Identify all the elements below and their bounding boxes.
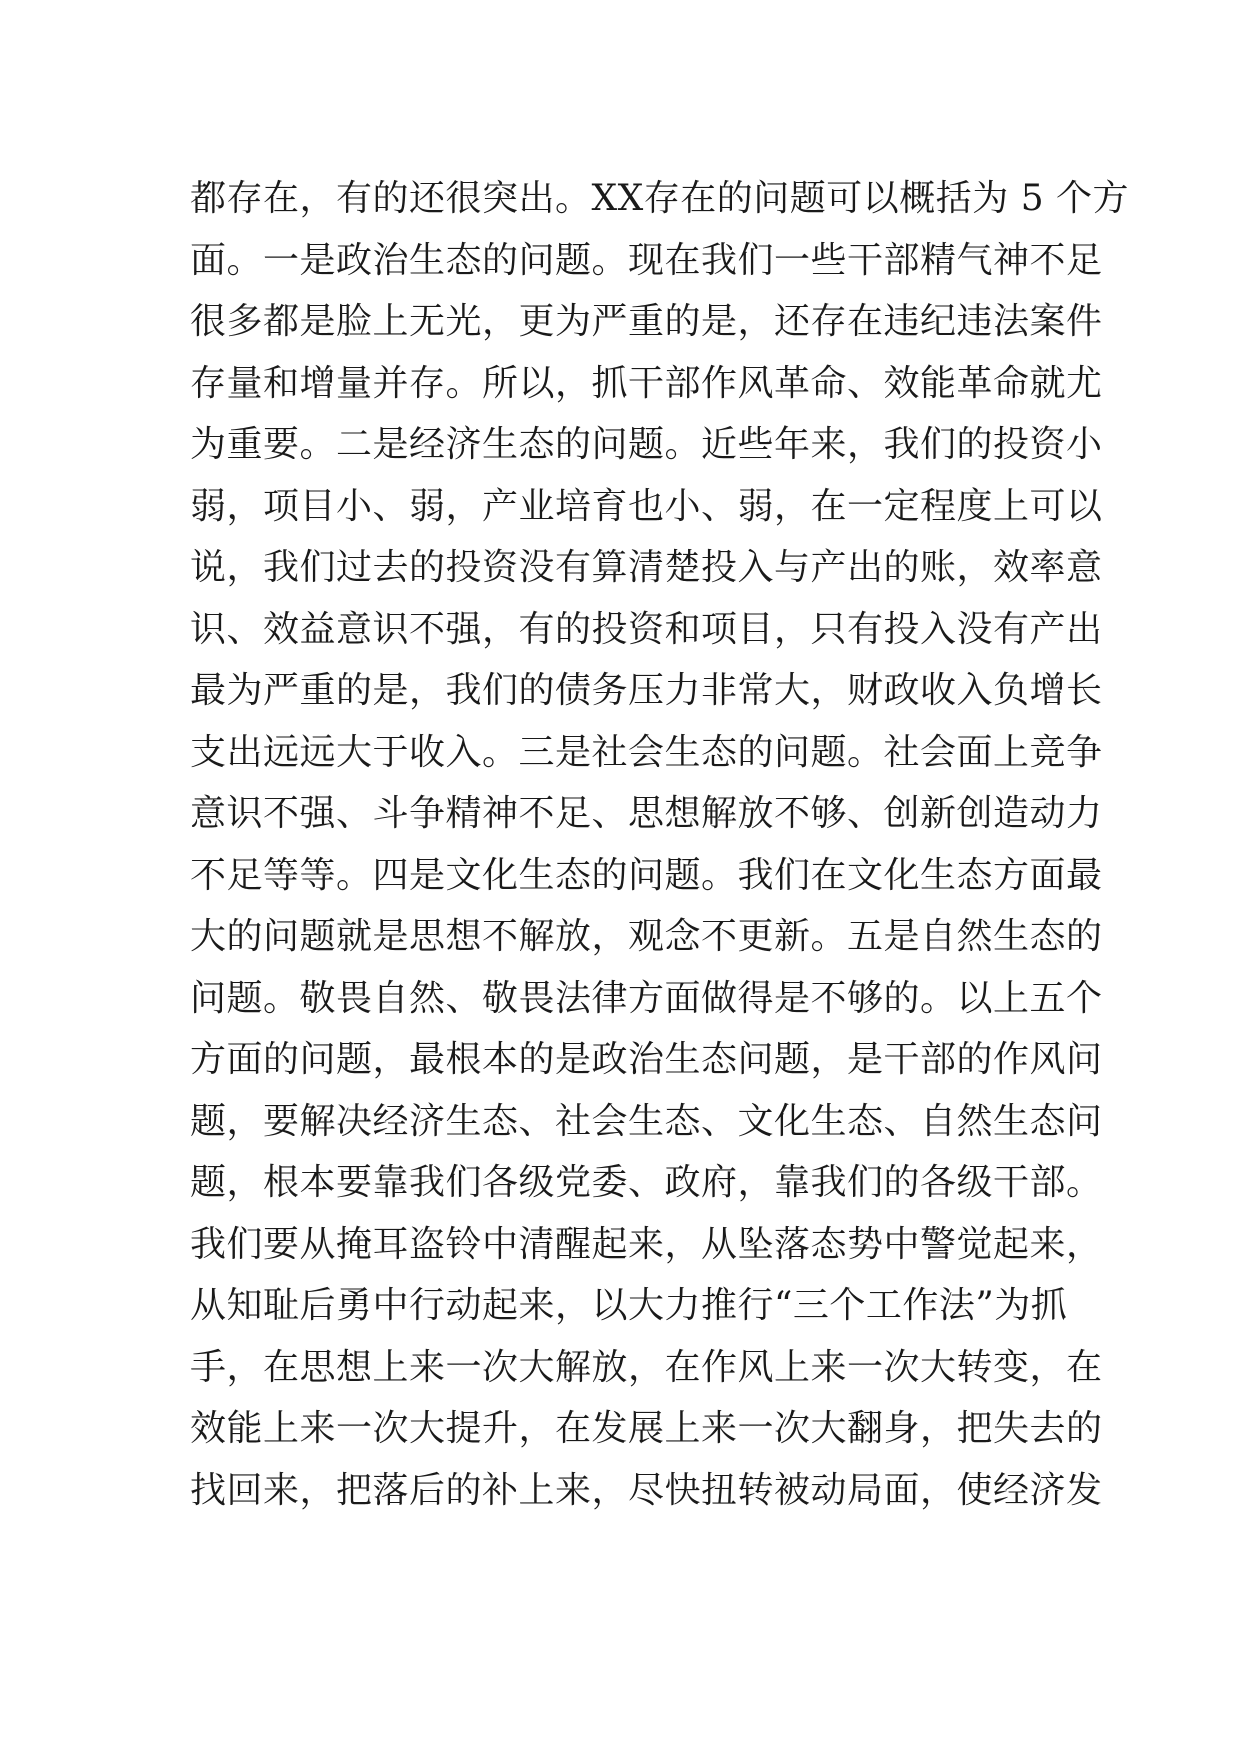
text-line: 找回来，把落后的补上来，尽快扭转被动局面，使经济发: [190, 1469, 1103, 1511]
text-line: 很多都是脸上无光，更为严重的是，还存在违纪违法案件: [190, 301, 1103, 342]
text-line: 为重要。二是经济生态的问题。近些年来，我们的投资小: [190, 424, 1103, 465]
text-line: 题，根本要靠我们各级党委、政府，靠我们的各级干部。: [190, 1162, 1103, 1203]
text-line: 问题。敬畏自然、敬畏法律方面做得是不够的。以上五个: [190, 977, 1103, 1019]
text-line: 我们要从掩耳盗铃中清醒起来，从坠落态势中警觉起来，: [190, 1223, 1103, 1265]
text-line: 识、效益意识不强，有的投资和项目，只有投入没有产出: [190, 608, 1103, 650]
text-line: 支出远远大于收入。三是社会生态的问题。社会面上竞争: [190, 731, 1103, 773]
text-line: 都存在，有的还很突出。XX存在的问题可以概括为 5 个方: [190, 178, 1130, 219]
text-line: 题，要解决经济生态、社会生态、文化生态、自然生态问: [190, 1100, 1103, 1142]
text-line: 效能上来一次大提升，在发展上来一次大翻身，把失去的: [190, 1408, 1103, 1449]
text-line: 意识不强、斗争精神不足、思想解放不够、创新创造动力: [190, 793, 1103, 834]
text-line: 从知耻后勇中行动起来，以大力推行“三个工作法”为抓: [190, 1285, 1068, 1326]
text-line: 大的问题就是思想不解放，观念不更新。五是自然生态的: [190, 916, 1103, 957]
text-line: 存量和增量并存。所以，抓干部作风革命、效能革命就尤: [190, 362, 1103, 404]
text-line: 面。一是政治生态的问题。现在我们一些干部精气神不足: [190, 239, 1103, 281]
body-text: [190, 168, 1130, 1521]
text-line: 最为严重的是，我们的债务压力非常大，财政收入负增长: [190, 670, 1103, 711]
text-line: 说，我们过去的投资没有算清楚投入与产出的账，效率意: [190, 547, 1103, 588]
text-line: 不足等等。四是文化生态的问题。我们在文化生态方面最: [190, 854, 1103, 896]
text-line: 方面的问题，最根本的是政治生态问题，是干部的作风问: [190, 1039, 1103, 1080]
text-line: 弱，项目小、弱，产业培育也小、弱，在一定程度上可以: [190, 485, 1103, 527]
text-line: 手，在思想上来一次大解放，在作风上来一次大转变，在: [190, 1346, 1103, 1388]
